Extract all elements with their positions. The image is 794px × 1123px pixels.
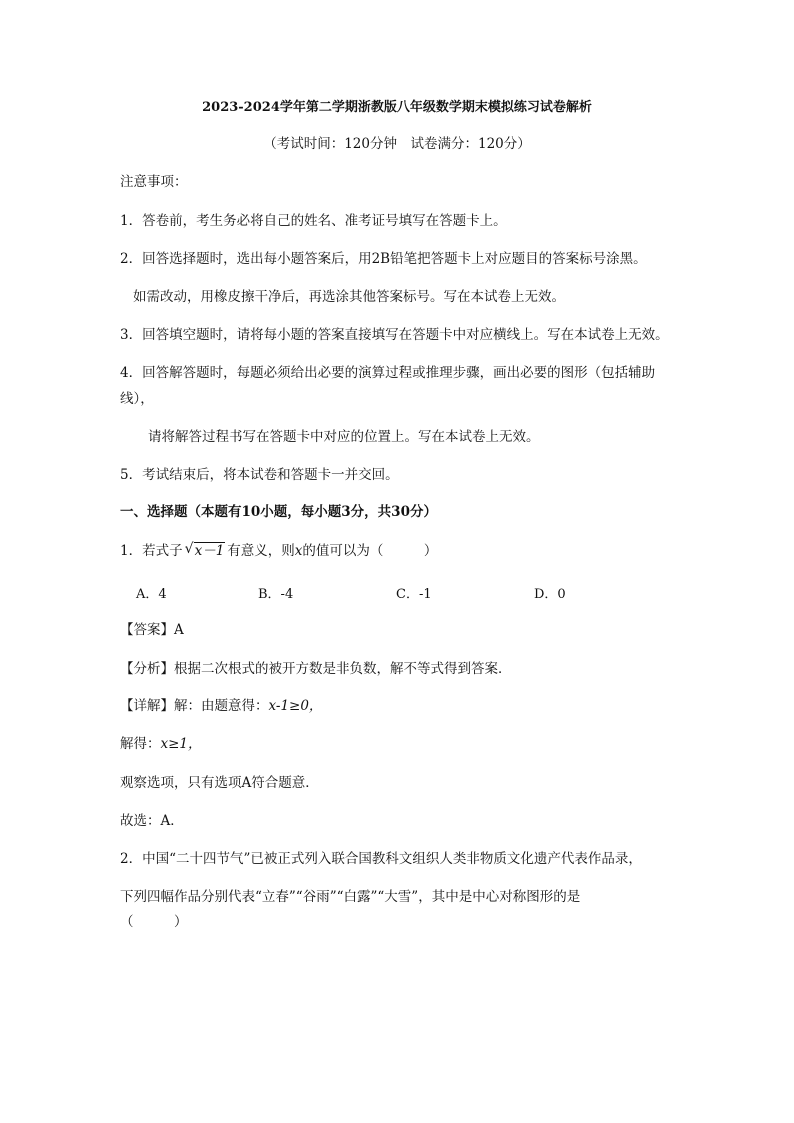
analysis-text: 根据二次根式的被开方数是非负数，解不等式得到答案．: [174, 661, 512, 677]
radical-sign-icon: √: [184, 541, 194, 557]
detail-inequality: x-1≥0，: [268, 698, 323, 714]
question-2-line-1: 2．中国“二十四节气”已被正式列入联合国教科文组织人类非物质文化遗产代表作品录，: [120, 851, 642, 867]
section-heading-choice: 一、选择题（本题有10小题，每小题3分，共30分）: [120, 504, 437, 520]
question-1-choice: 故选：A．: [120, 813, 184, 829]
question-2-line-3: （ ）: [120, 914, 188, 930]
sqrt-expression: [185, 541, 226, 561]
notice-item-1: 1．答卷前，考生务必将自己的姓名、准考证号填写在答题卡上。: [120, 213, 507, 229]
question-1-stem: [120, 541, 437, 561]
question-1-middle: 有意义，则: [227, 543, 295, 559]
detail-label: 【详解】: [120, 698, 174, 714]
sqrt-radicand: x－1: [194, 543, 225, 559]
question-1-detail: [120, 696, 322, 716]
document-title: 2023-2024学年第二学期浙教版八年级数学期末模拟练习试卷解析: [202, 100, 592, 115]
detail-prefix: 解：由题意得：: [174, 698, 269, 714]
notice-item-4-wrap: 线），: [120, 391, 154, 407]
notice-item-5: 5．考试结束后，将本试卷和答题卡一并交回。: [120, 467, 399, 483]
analysis-label: 【分析】: [120, 661, 174, 677]
notice-item-4-cont: 请将解答过程书写在答题卡中对应的位置上。写在本试卷上无效。: [148, 429, 540, 445]
question-1-option-b: B．-4: [258, 587, 294, 602]
notice-heading: 注意事项：: [120, 174, 188, 190]
question-1-solve: [120, 734, 202, 754]
question-1-analysis: [120, 659, 512, 679]
question-2-line-2: 下列四幅作品分别代表“立春”“谷雨”“白露”“大雪”，其中是中心对称图形的是: [120, 889, 581, 905]
notice-item-3: 3．回答填空题时，请将每小题的答案直接填写在答题卡中对应横线上。写在本试卷上无效。: [120, 327, 669, 343]
document-subtitle: （考试时间：120分钟 试卷满分：120分）: [263, 136, 531, 152]
notice-item-2-cont: 如需改动，用橡皮擦干净后，再选涂其他答案标号。写在本试卷上无效。: [133, 289, 565, 305]
question-1-prefix: 1．若式子: [120, 543, 183, 559]
notice-item-2: 2．回答选择题时，选出每小题答案后，用2B铅笔把答题卡上对应题目的答案标号涂黑。: [120, 251, 647, 267]
notice-item-4: 4．回答解答题时，每题必须给出必要的演算过程或推理步骤，画出必要的图形（包括辅助: [120, 365, 656, 381]
question-1-option-c: C．-1: [396, 587, 432, 602]
solve-prefix: 解得：: [120, 736, 161, 752]
question-1-option-a: A．4: [136, 587, 167, 602]
question-1-variable: x: [294, 543, 303, 559]
question-1-answer: 【答案】A: [120, 622, 184, 638]
question-1-observe: 观察选项，只有选项A符合题意．: [120, 775, 319, 791]
question-1-option-d: D．0: [534, 587, 566, 602]
question-1-suffix: 的值可以为（ ）: [302, 543, 438, 559]
solve-inequality: x≥1，: [160, 736, 202, 752]
